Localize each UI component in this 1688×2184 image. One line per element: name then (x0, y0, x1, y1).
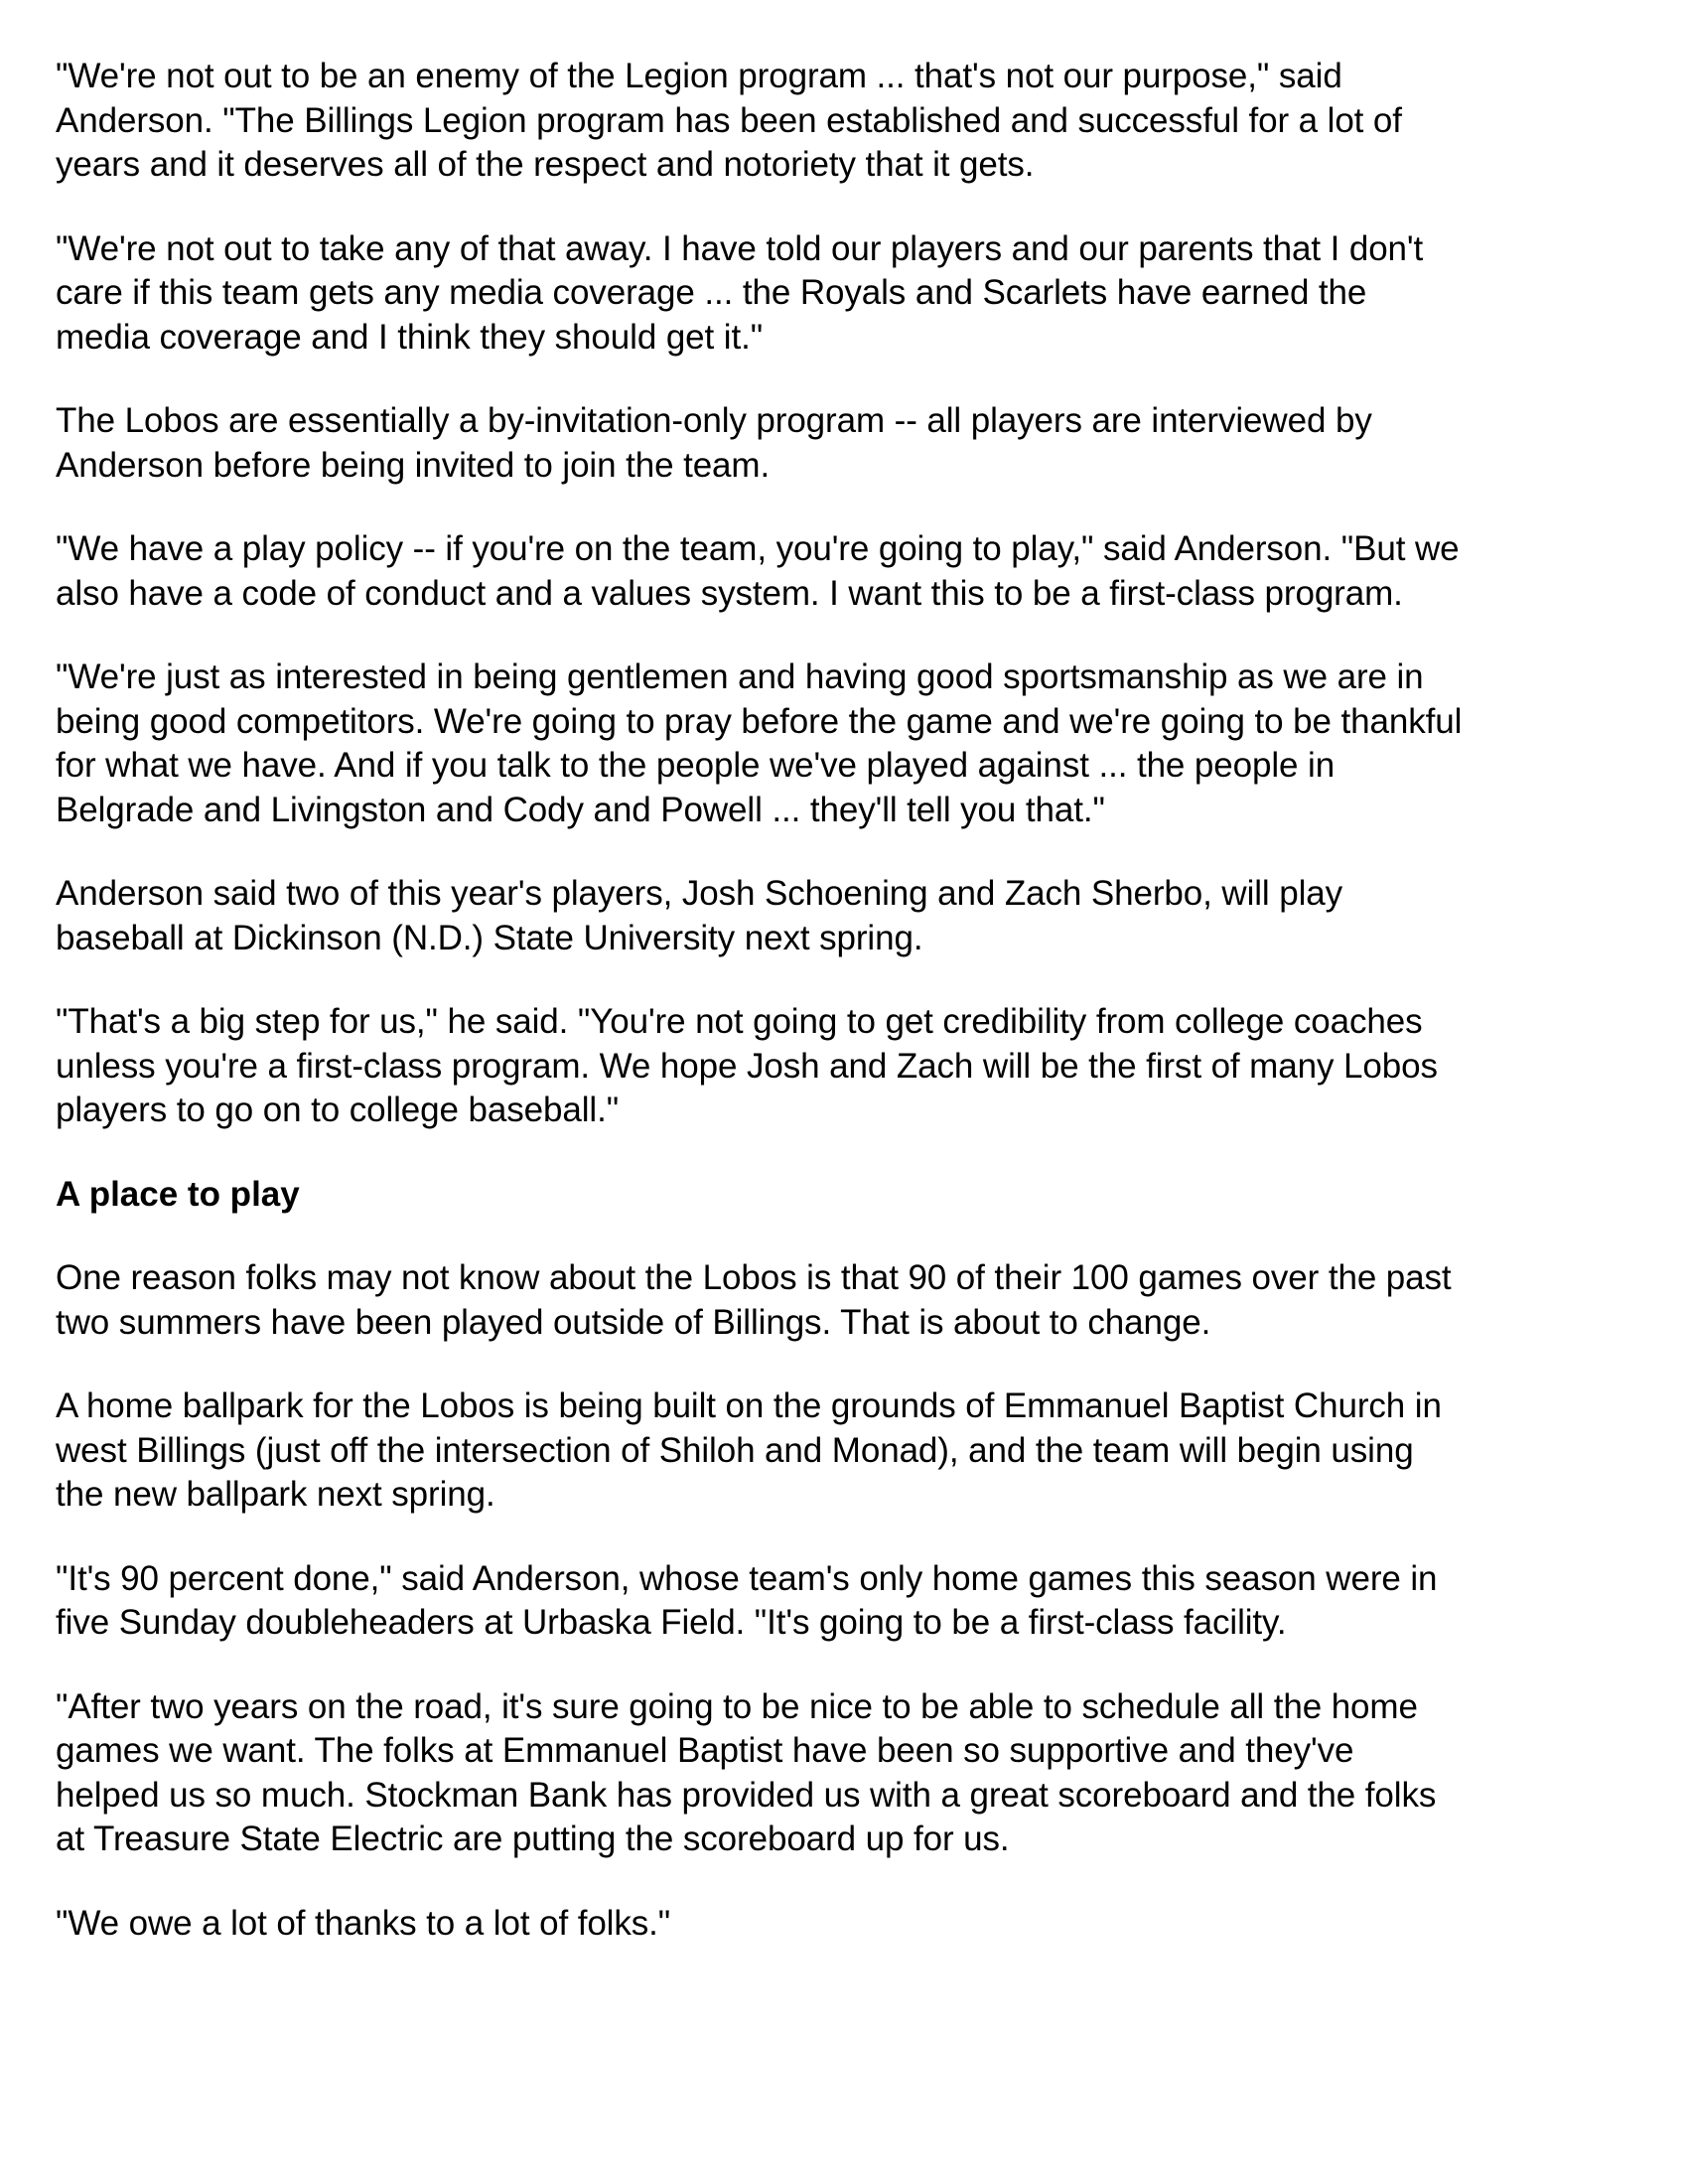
paragraph-legion-purpose: "We're not out to be an enemy of the Legion program ... that's not our purpose," said Anderson. "The Billings Legion program has been established and successful for a lot of years and it deserves all of the respect and notoriety that it gets. (56, 57, 1402, 184)
paragraph-invitation-only: The Lobos are essentially a by-invitation-only program -- all players are interviewed by Anderson before being invited to join the team. (56, 401, 1372, 485)
paragraph-thanks: "We owe a lot of thanks to a lot of folks." (56, 1903, 671, 1943)
paragraph-credibility: "That's a big step for us," he said. "You're not going to get credibility from college coaches unless you're a first-class program. We hope Josh and Zach will be the first of many Lobos players to go on to college baseball." (56, 1002, 1438, 1129)
paragraph-sportsmanship: "We're just as interested in being gentlemen and having good sportsmanship as we are in being good competitors. We're going to pray before the game and we're going to be thankful for what we have. And if you talk to the people we've played against ... the people in Belgrade and Livingston and Cody and Powell ... they'll tell you that." (56, 657, 1463, 829)
section-heading: A place to play (56, 1174, 300, 1214)
paragraph-college-players: Anderson said two of this year's players, Josh Schoening and Zach Sherbo, will play baseball at Dickinson (N.D.) State University next spring. (56, 874, 1343, 957)
paragraph-games-outside: One reason folks may not know about the Lobos is that 90 of their 100 games over the past two summers have been played outside of Billings. That is about to change. (56, 1258, 1452, 1342)
paragraph-percent-done: "It's 90 percent done," said Anderson, whose team's only home games this season were in five Sunday doubleheaders at Urbaska Field. "It's going to be a first-class facility. (56, 1558, 1438, 1642)
paragraph-play-policy: "We have a play policy -- if you're on the team, you're going to play," said Anderson. "But we also have a code of conduct and a values system. I want this to be a first-class program. (56, 529, 1460, 613)
paragraph-supporters: "After two years on the road, it's sure going to be nice to be able to schedule all the home games we want. The folks at Emmanuel Baptist have been so supportive and they've helped us so much. Stockman Bank has provided us with a great scoreboard and the folks at Treasure State Electric are putting the scoreboard up for us. (56, 1686, 1437, 1858)
paragraph-media-coverage: "We're not out to take any of that away. I have told our players and our parents that I don't care if this team gets any media coverage ... the Royals and Scarlets have earned the media coverage and I think they should get it." (56, 228, 1424, 357)
paragraph-home-ballpark: A home ballpark for the Lobos is being built on the grounds of Emmanuel Baptist Church in west Billings (just off the intersection of Shiloh and Monad), and the team will begin using the new ballpark next spring. (56, 1386, 1442, 1514)
